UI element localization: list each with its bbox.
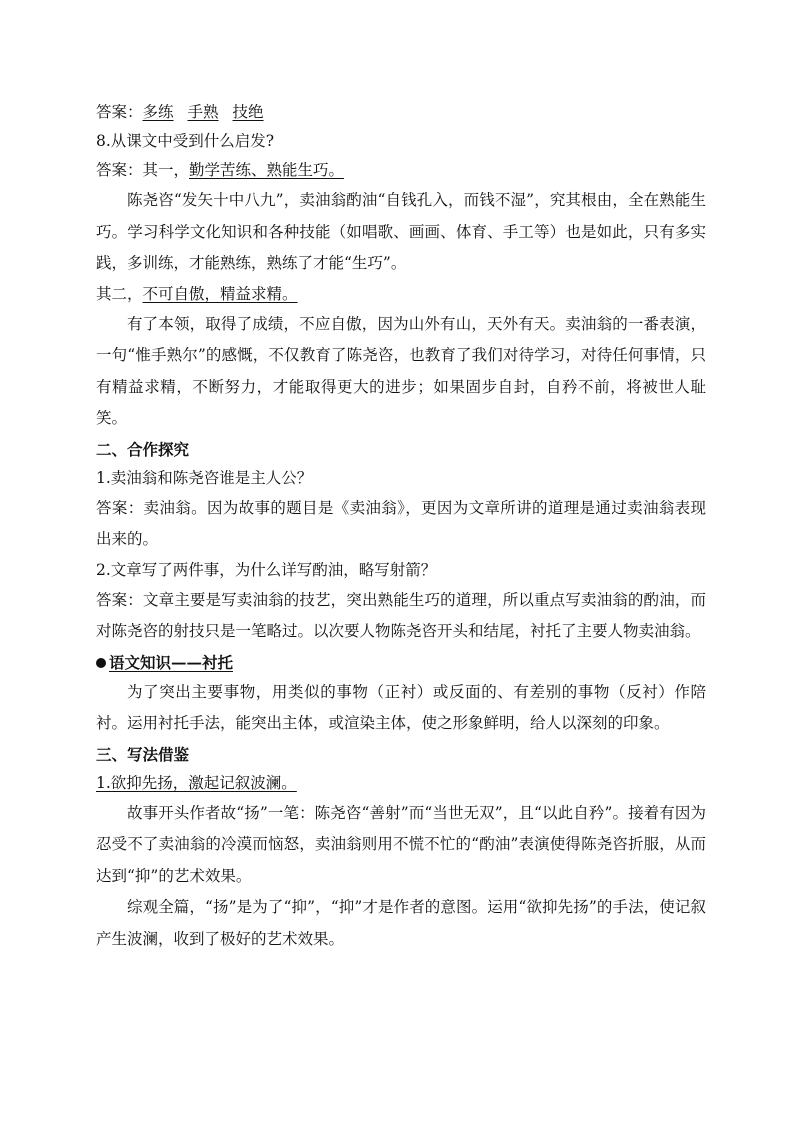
writing-item-1-title: 1.欲抑先扬，激起记叙波澜。 xyxy=(96,773,297,792)
knowledge-heading xyxy=(96,648,706,677)
answer-part-3: 技绝 xyxy=(232,103,264,121)
knowledge-text: 为了突出主要事物，用类似的事物（正衬）或反面的、有差别的事物（反衬）作陪衬。运用衬托手法，能突出主体，或渲染主体，使之形象鲜明，给人以深刻的印象。 xyxy=(96,682,706,732)
coop-question-2: 2.文章写了两件事，为什么详写酌油，略写射箭？ xyxy=(96,560,437,579)
coop-question-1: 1.卖油翁和陈尧咨谁是主人公？ xyxy=(96,468,313,487)
writing-paragraph-1: 故事开头作者故“扬”一笔：陈尧咨“善射”而“当世无双”，且“以此自矜”。接着有因为忍受不了卖油翁的冷漠而恼怒，卖油翁则用不慌不忙的“酌油”表演使得陈尧咨折服，从而达到“抑”的艺术效果。 xyxy=(96,803,706,885)
q8-second-prefix: 其二， xyxy=(96,284,143,303)
answer-label: 答案： xyxy=(96,103,143,121)
writing-item-1 xyxy=(96,769,706,798)
q8-second-answer xyxy=(96,280,706,309)
coop-answer-2: 答案：文章主要是写卖油翁的技艺，突出熟能生巧的道理，所以重点写卖油翁的酌油，而对陈尧咨的射技只是一笔略过。以次要人物陈尧咨开头和结尾，衬托了主要人物卖油翁。 xyxy=(96,590,706,640)
q8-second-point: 不可自傲，精益求精。 xyxy=(142,284,298,303)
question-8: 8.从课文中受到什么启发? xyxy=(96,132,275,150)
answer-part-1: 多练 xyxy=(142,103,174,121)
q8-first-prefix: 答案：其一， xyxy=(96,161,190,179)
q8-first-point: 勤学苦练、熟能生巧。 xyxy=(189,161,345,179)
answer-part-2: 手熟 xyxy=(187,103,219,121)
document-body xyxy=(96,98,706,955)
bullet-dot-icon xyxy=(96,658,106,668)
answer-line-top xyxy=(96,98,706,127)
q8-first-explanation: 陈尧咨“发矢十中八九”，卖油翁酌油“自钱孔入，而钱不湿”，究其根由，全在熟能生巧。学习科学文化知识和各种技能（如唱歌、画画、体育、手工等）也是如此，只有多实践，多训练，才能熟练，熟练了才能“生巧”。 xyxy=(96,191,706,272)
writing-paragraph-2: 综观全篇，“扬”是为了“抑”，“抑”才是作者的意图。运用“欲抑先扬”的手法，使记叙产生波澜，收到了极好的艺术效果。 xyxy=(96,898,706,948)
section-heading-writing: 三、写法借鉴 xyxy=(96,744,190,764)
section-heading-cooperation: 二、合作探究 xyxy=(96,439,190,459)
knowledge-title: 语文知识——衬托 xyxy=(109,652,234,672)
coop-answer-1: 答案：卖油翁。因为故事的题目是《卖油翁》，更因为文章所讲的道理是通过卖油翁表现出来的。 xyxy=(96,498,706,548)
q8-second-explanation: 有了本领，取得了成绩，不应自傲，因为山外有山，天外有天。卖油翁的一番表演，一句“惟手熟尔”的感慨，不仅教育了陈尧咨，也教育了我们对待学习，对待任何事情，只有精益求精，不断努力，才能取得更大的进步；如果固步自封，自矜不前，将被世人耻笑。 xyxy=(96,314,706,427)
q8-first-answer xyxy=(96,156,706,185)
